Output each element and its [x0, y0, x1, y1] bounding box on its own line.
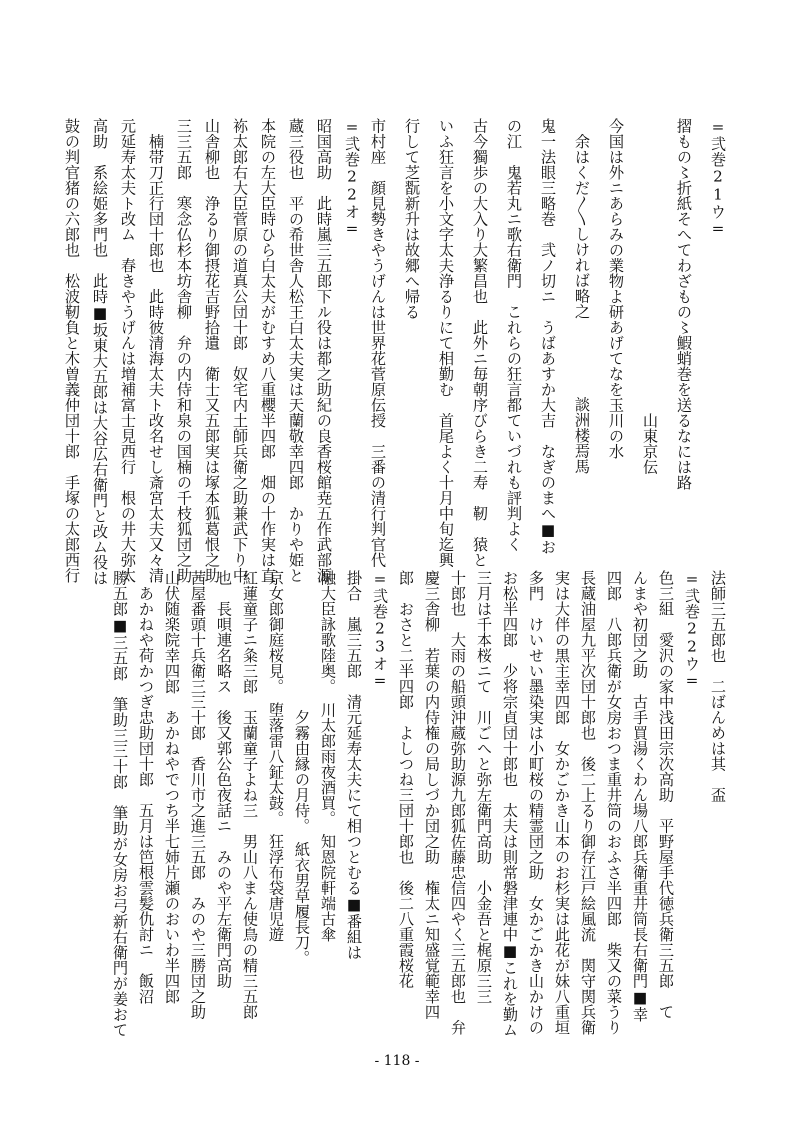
- text-column: 蔵三役也 平の希世舎人松王白太夫実は天蘭敬幸四郎 かりや姫と: [287, 118, 305, 583]
- text-column: 昭国高助 此時嵐三五郎下ル役は都之助紀の良香桜館尭五作武部源: [315, 118, 333, 583]
- text-column: 法師三五郎也 二ばんめは其 盃: [709, 570, 727, 803]
- text-column: 袮太郎右大臣菅原の道真公団十郎 奴宅内土師兵衛之助兼武下り中: [231, 118, 249, 583]
- text-column: 本院の左大臣時ひら白太夫がむすめ八重櫻半四郎 畑の十作実は直: [259, 118, 277, 583]
- text-column: あかねや荷かつぎ忠助団十郎 五月は笆根雲髪仇討ニ 飯沼: [137, 570, 155, 1004]
- text-column: 古今獨歩の大入り大繁昌也 此外ニ毎朝序びらき二寿 靭 猿と: [471, 118, 489, 568]
- text-column: 色三組 愛沢の家中浅田宗次高助 平野屋手代徳兵衛三五郎 て: [657, 570, 675, 1020]
- text-column: 三月は千本桜ニて 川ごへと弥左衛門高助 小金吾と梶原三三: [475, 570, 493, 1004]
- text-column: 高助 系絵姫多門也 此時■坂東大五郎は大谷広右衛門と改ム役は: [91, 118, 109, 586]
- text-column: 元延寿太夫ト改ム 春きやうげんは増補富士見西行 根の井大弥太: [119, 118, 137, 583]
- text-column: 紅蓮童子ニ粂三郎 玉蘭童子よね三 男山八まん使鳥の精三五郎: [241, 570, 259, 1020]
- text-column: =弐巻22オ=: [343, 118, 361, 238]
- text-column: 慶三舎柳 若葉の内侍権の局しづか団之助 権太ニ知盛覚範幸四: [423, 570, 441, 1020]
- text-column: 実は大伴の黒主幸四郎 女かごかき山本のお杉実は此花が妹八重垣: [553, 570, 571, 1035]
- text-column: 鬼一法眼三略巻 弐ノ切ニ うばあすか大吉 なぎのまへ■お: [539, 118, 557, 555]
- text-column: 四郎 八郎兵衛が女房おつま重井筒のおふさ半四郎 柴又の菜うり: [605, 570, 623, 1035]
- text-column: 山東京伝: [641, 118, 659, 475]
- text-column: 也 長唄連名略ス 後又郭公色夜話ニ みのや平左衛門高助: [215, 570, 233, 989]
- text-column: 三三五郎 寒念仏杉本坊舎柳 弁の内侍和泉の国楠の千枝狐団之助: [175, 118, 193, 583]
- text-column: =弐巻22ウ=: [683, 570, 701, 690]
- text-column: の江 鬼若丸ニ歌右衛門 これらの狂言都ていづれも評判よく: [505, 118, 523, 552]
- text-column: 山舎柳也 浄るり御摂花吉野拾遺 衛士又五郎実は塚本狐葛恨之助: [203, 118, 221, 583]
- text-column: 鼓の判官猪の六郎也 松波靭負と木曽義仲団十郎 手塚の太郎西行: [63, 118, 81, 583]
- text-column: 今国は外ニあらみの業物よ研あげてなを玉川の水: [607, 118, 625, 459]
- text-column: 勝五郎■三五郎 筆助三三十郎 筆助が女房お弓新右衛門が姜おて: [111, 570, 129, 1038]
- text-column: いふ狂言を小文字太夫浄るりにて相勤む 首尾よく十月中旬迄興: [437, 118, 455, 568]
- text-column: 京女郎御庭桜見。 堕落雷八鉦太鼓。 狂浮布袋唐児遊: [267, 570, 285, 943]
- text-column: 余はくだ〳〵しければ略之 談洲楼焉馬: [573, 118, 591, 475]
- text-column: お松半四郎 少将宗貞団十郎也 太夫は則常磐津連中■これを勤ム: [501, 570, 519, 1038]
- text-column: 夕霧由縁の月侍。 紙衣男草履長刀。: [293, 570, 311, 966]
- text-column: 掛合 嵐三五郎 清元延寿太夫にて相つとむる■番組は: [345, 570, 363, 961]
- text-column: 山伏随楽院幸四郎 あかねやでつち半七姉片瀬のおいわ半四郎: [163, 570, 181, 1004]
- text-column: んまや初団之助 古手買湯くわん場八郎兵衛重井筒長右衛門■幸: [631, 570, 649, 1023]
- text-column: 市村座 顔見勢きやうげんは世界花菅原伝授 三番の清行判官代: [369, 118, 387, 568]
- page-number: - 118 -: [374, 1053, 420, 1069]
- text-column: 茜屋番頭十兵衛三三十郎 香川市之進三五郎 みのや三勝団之助: [189, 570, 207, 1020]
- text-column: 融大臣詠歌陸奥。 川太郎雨夜酒買。 知恩院軒端古傘: [319, 570, 337, 943]
- text-column: 十郎也 大雨の船頭沖蔵弥助源九郎狐佐藤忠信四やく三五郎也 弁: [449, 570, 467, 1035]
- text-column: 摺もの〻折紙そへてわざもの〻鰕蛸巻を送るなには路: [675, 118, 693, 490]
- text-column: =弐巻23オ=: [371, 570, 389, 690]
- text-column: 多門 けいせい墨染実は小町桜の精霊団之助 女かごかき山かけの: [527, 570, 545, 1035]
- text-column: 郎 おさと二半四郎 よしつね三団十郎也 後二八重霞桜花: [397, 570, 415, 989]
- text-column: 長蔵油屋九平次団十郎也 後二上るり御存江戸絵風流 関守関兵衛: [579, 570, 597, 1035]
- text-column: 行して芝翫新升は故郷へ帰る: [403, 118, 421, 320]
- text-column: 楠帯刀正行団十郎也 此時彼清海太夫ト改名せし斎宮太夫又々清: [147, 118, 165, 583]
- text-column: =弐巻21ウ=: [709, 118, 727, 238]
